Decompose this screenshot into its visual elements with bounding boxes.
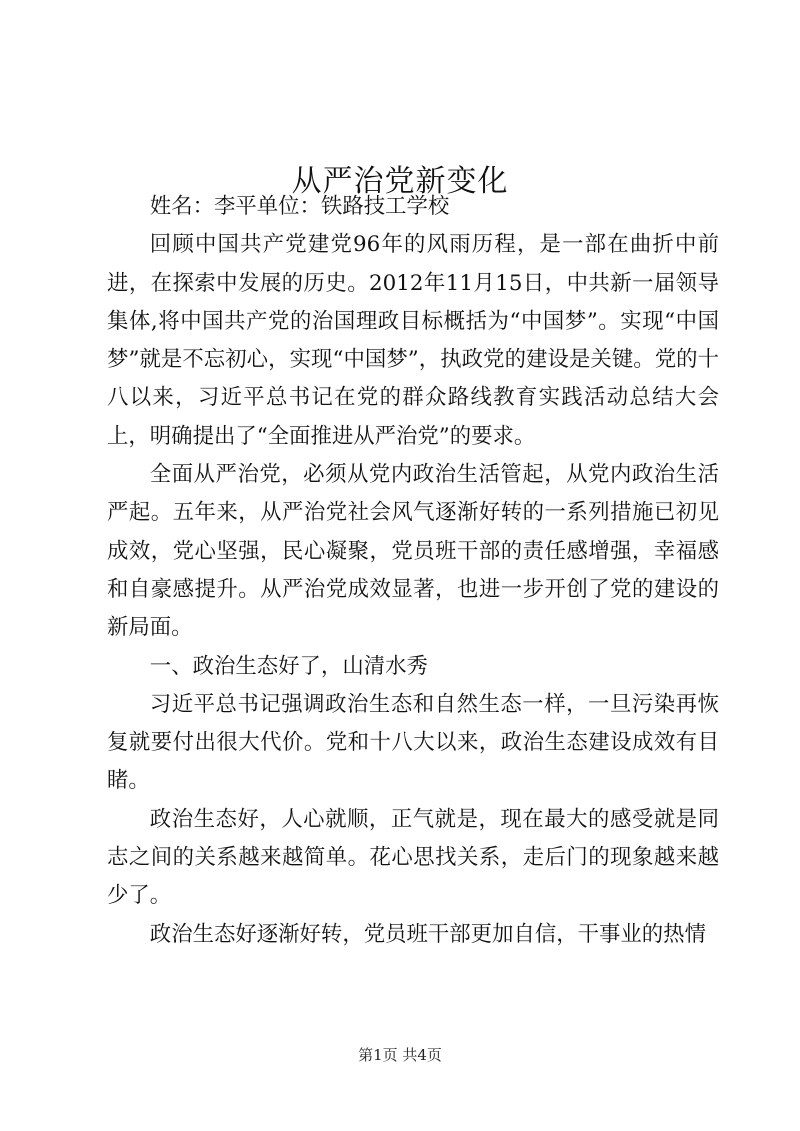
paragraph-2: 全面从严治党，必须从党内政治生活管起，从党内政治生活严起。五年来，从严治党社会风气逐渐好转的一系列措施已初见成效，党心坚强，民心凝聚，党员班干部的责任感增强，幸福感和自豪感提升。从严治党成效显著，也进一步开创了党的建设的新局面。 bbox=[107, 462, 719, 641]
document-title: 从严治党新变化 bbox=[291, 164, 509, 200]
section-heading-1: 一、政治生态好了，山清水秀 bbox=[149, 653, 428, 679]
paragraph-1: 回顾中国共产党建党96年的风雨历程，是一部在曲折中前进，在探索中发展的历史。2012年11月15日，中共新一届领导集体,将中国共产党的治国理政目标概括为“中国梦”。实现“中国梦”就是不忘初心，实现“中国梦”，执政党的建设是关键。党的十八以来，习近平总书记在党的群众路线教育实践活动总结大会上，明确提出了“全面推进从严治党”的要求。 bbox=[107, 232, 719, 449]
paragraph-3: 习近平总书记强调政治生态和自然生态一样，一旦污染再恢复就要付出很大代价。党和十八大以来，政治生态建设成效有目睹。 bbox=[107, 691, 719, 794]
paragraph-5: 政治生态好逐渐好转，党员班干部更加自信，干事业的热情 bbox=[149, 921, 706, 947]
author-line: 姓名：李平单位：铁路技工学校 bbox=[149, 194, 450, 219]
paragraph-4: 政治生态好，人心就顺，正气就是，现在最大的感受就是同志之间的关系越来越简单。花心思找关系，走后门的现象越来越少了。 bbox=[107, 806, 719, 909]
page-number-footer: 第1页 共4页 bbox=[358, 1046, 442, 1064]
document-body bbox=[107, 188, 719, 954]
